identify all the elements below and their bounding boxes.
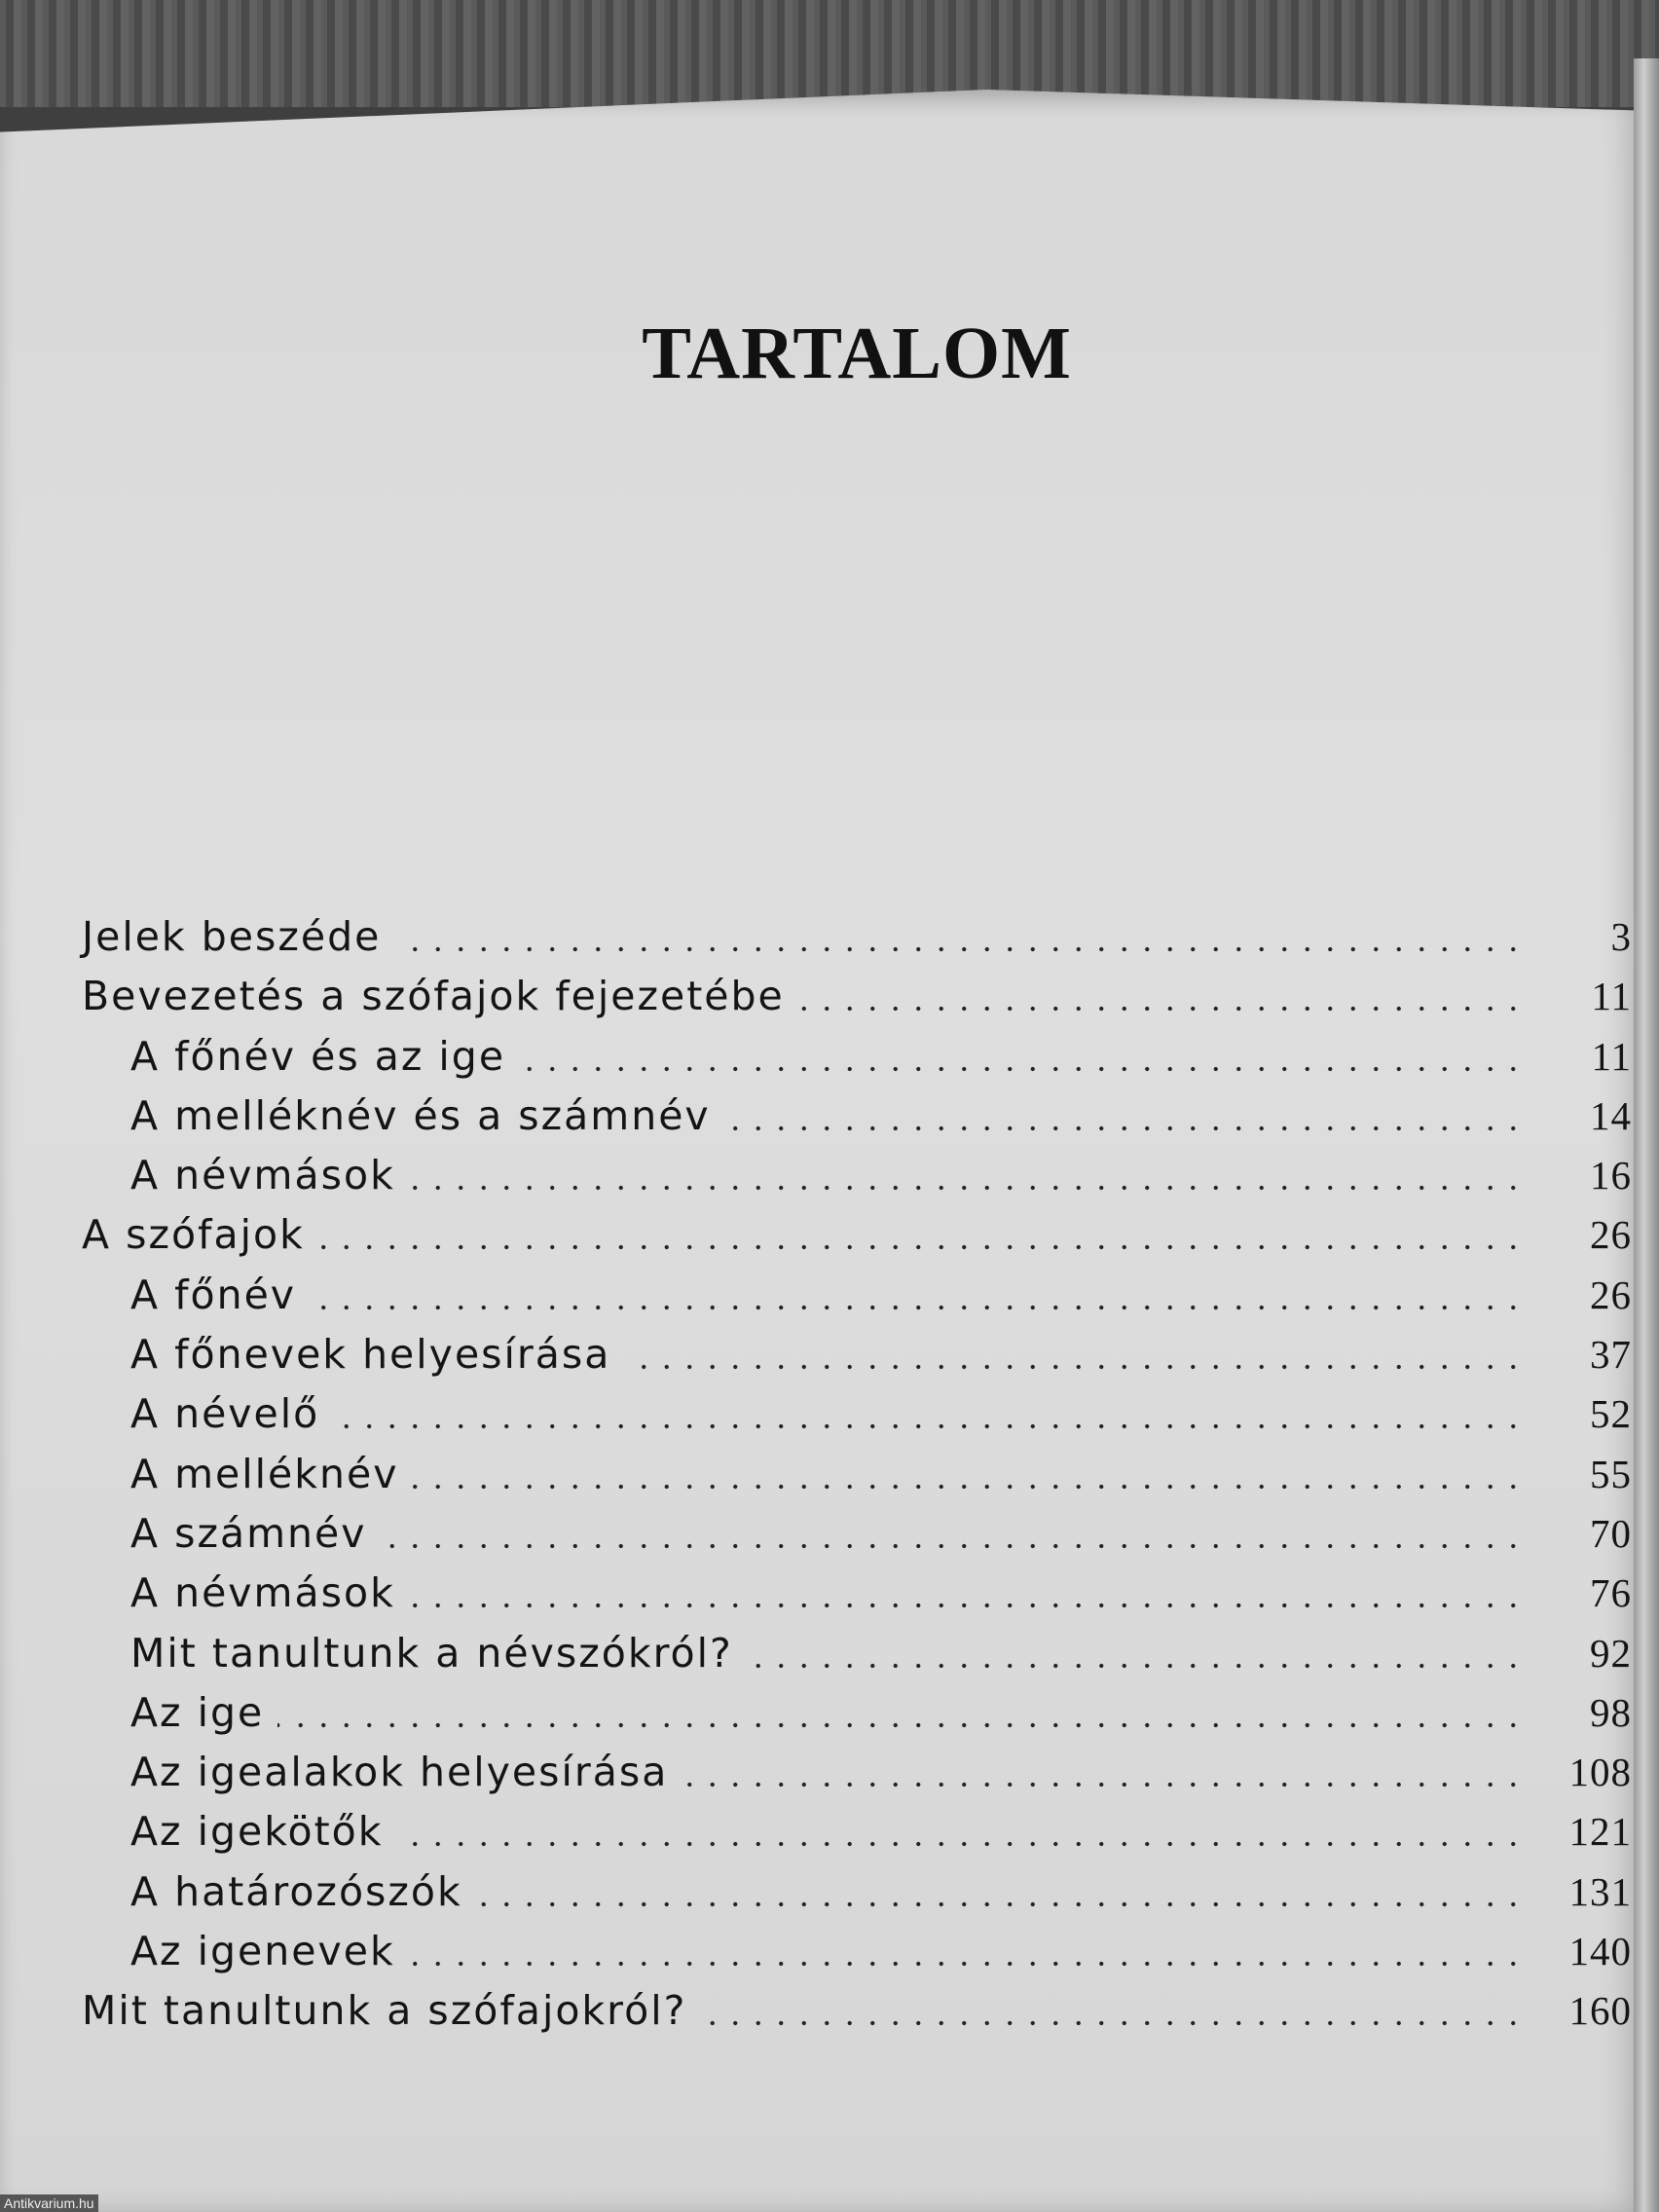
toc-leader-dots	[624, 1364, 1525, 1370]
toc-entry-title: Az igealakok helyesírása	[130, 1749, 669, 1796]
toc-entry-title: A határozószók	[130, 1867, 462, 1915]
toc-entry-title: Az igenevek	[130, 1928, 395, 1975]
toc-entry-title: Mit tanultunk a szófajokról?	[82, 1987, 687, 2035]
toc-entry-title: A névmások	[130, 1152, 395, 1199]
toc-leader-dots	[409, 1603, 1525, 1608]
toc-leader-dots	[310, 1305, 1525, 1310]
toc-entry-title: Jelek beszéde	[82, 913, 382, 960]
toc-leader-dots	[394, 946, 1525, 952]
toc-leader-dots	[519, 1066, 1525, 1072]
toc-entry	[82, 913, 1640, 973]
toc-leader-dots	[412, 1484, 1525, 1490]
toc-entry-page-number: 92	[1590, 1630, 1632, 1676]
toc-leader-dots	[798, 1006, 1525, 1012]
toc-entry-page-number: 26	[1590, 1212, 1632, 1258]
toc-entry-page-number: 98	[1590, 1689, 1632, 1735]
toc-entry-page-number: 131	[1568, 1868, 1632, 1914]
toc-entry	[82, 1272, 1640, 1331]
toc-entry	[82, 1749, 1640, 1808]
toc-entry-title: Az ige	[130, 1688, 265, 1736]
toc-entry	[82, 1928, 1640, 1987]
book-background	[0, 0, 1659, 107]
toc-leader-dots	[700, 2020, 1525, 2026]
toc-entry-title: A főnevek helyesírása	[130, 1331, 611, 1379]
toc-entry-page-number: 55	[1590, 1451, 1632, 1496]
toc-entry	[82, 1092, 1640, 1152]
toc-entry-page-number: 108	[1568, 1750, 1632, 1795]
toc-entry	[82, 1211, 1640, 1271]
toc-entry	[82, 1630, 1640, 1689]
toc-entry-page-number: 11	[1591, 974, 1632, 1019]
page-title: TARTALOM	[642, 313, 1072, 394]
watermark: Antikvarium.hu	[0, 2194, 98, 2212]
toc-entry-title: Mit tanultunk a névszókról?	[130, 1629, 733, 1677]
toc-entry	[82, 1987, 1640, 2046]
toc-entry-page-number: 76	[1590, 1570, 1632, 1616]
toc-entry	[82, 1868, 1640, 1928]
toc-leader-dots	[318, 1244, 1525, 1250]
toc-entry-title: A főnév és az ige	[130, 1032, 506, 1080]
table-of-contents	[82, 913, 1640, 2047]
toc-entry-title: A névelő	[130, 1390, 320, 1438]
toc-entry	[82, 1808, 1640, 1867]
toc-entry-title: A számnév	[130, 1509, 367, 1557]
toc-leader-dots	[277, 1722, 1525, 1728]
toc-entry-title: Az igekötők	[130, 1808, 384, 1856]
toc-leader-dots	[476, 1901, 1525, 1907]
toc-entry-title: A névmások	[130, 1569, 395, 1617]
toc-entry-page-number: 14	[1590, 1092, 1632, 1138]
toc-entry	[82, 1689, 1640, 1749]
toc-leader-dots	[747, 1663, 1525, 1669]
toc-entry	[82, 1451, 1640, 1510]
toc-entry-page-number: 140	[1568, 1929, 1632, 1974]
toc-entry	[82, 973, 1640, 1032]
toc-entry-title: A melléknév és a számnév	[130, 1091, 711, 1139]
toc-entry-page-number: 26	[1590, 1272, 1632, 1317]
toc-entry	[82, 1390, 1640, 1450]
toc-entry	[82, 1510, 1640, 1569]
toc-leader-dots	[397, 1841, 1525, 1847]
toc-entry-page-number: 37	[1590, 1332, 1632, 1378]
toc-entry-page-number: 11	[1591, 1033, 1632, 1079]
toc-entry-title: Bevezetés a szófajok fejezetébe	[82, 973, 785, 1020]
toc-leader-dots	[724, 1125, 1525, 1131]
toc-entry	[82, 1152, 1640, 1211]
toc-entry-page-number: 3	[1610, 914, 1632, 959]
toc-entry	[82, 1569, 1640, 1629]
toc-entry	[82, 1033, 1640, 1092]
toc-entry	[82, 1331, 1640, 1390]
toc-leader-dots	[381, 1543, 1525, 1549]
toc-leader-dots	[682, 1782, 1525, 1788]
toc-leader-dots	[409, 1185, 1525, 1191]
toc-leader-dots	[409, 1961, 1525, 1967]
toc-entry-title: A szófajok	[82, 1211, 305, 1259]
toc-entry-title: A főnév	[130, 1271, 297, 1318]
toc-entry-page-number: 160	[1568, 1988, 1632, 2034]
toc-entry-page-number: 121	[1568, 1809, 1632, 1855]
toc-entry-page-number: 70	[1590, 1510, 1632, 1556]
toc-entry-page-number: 52	[1590, 1391, 1632, 1437]
toc-entry-page-number: 16	[1590, 1153, 1632, 1198]
toc-leader-dots	[333, 1423, 1525, 1429]
toc-entry-title: A melléknév	[130, 1450, 399, 1497]
